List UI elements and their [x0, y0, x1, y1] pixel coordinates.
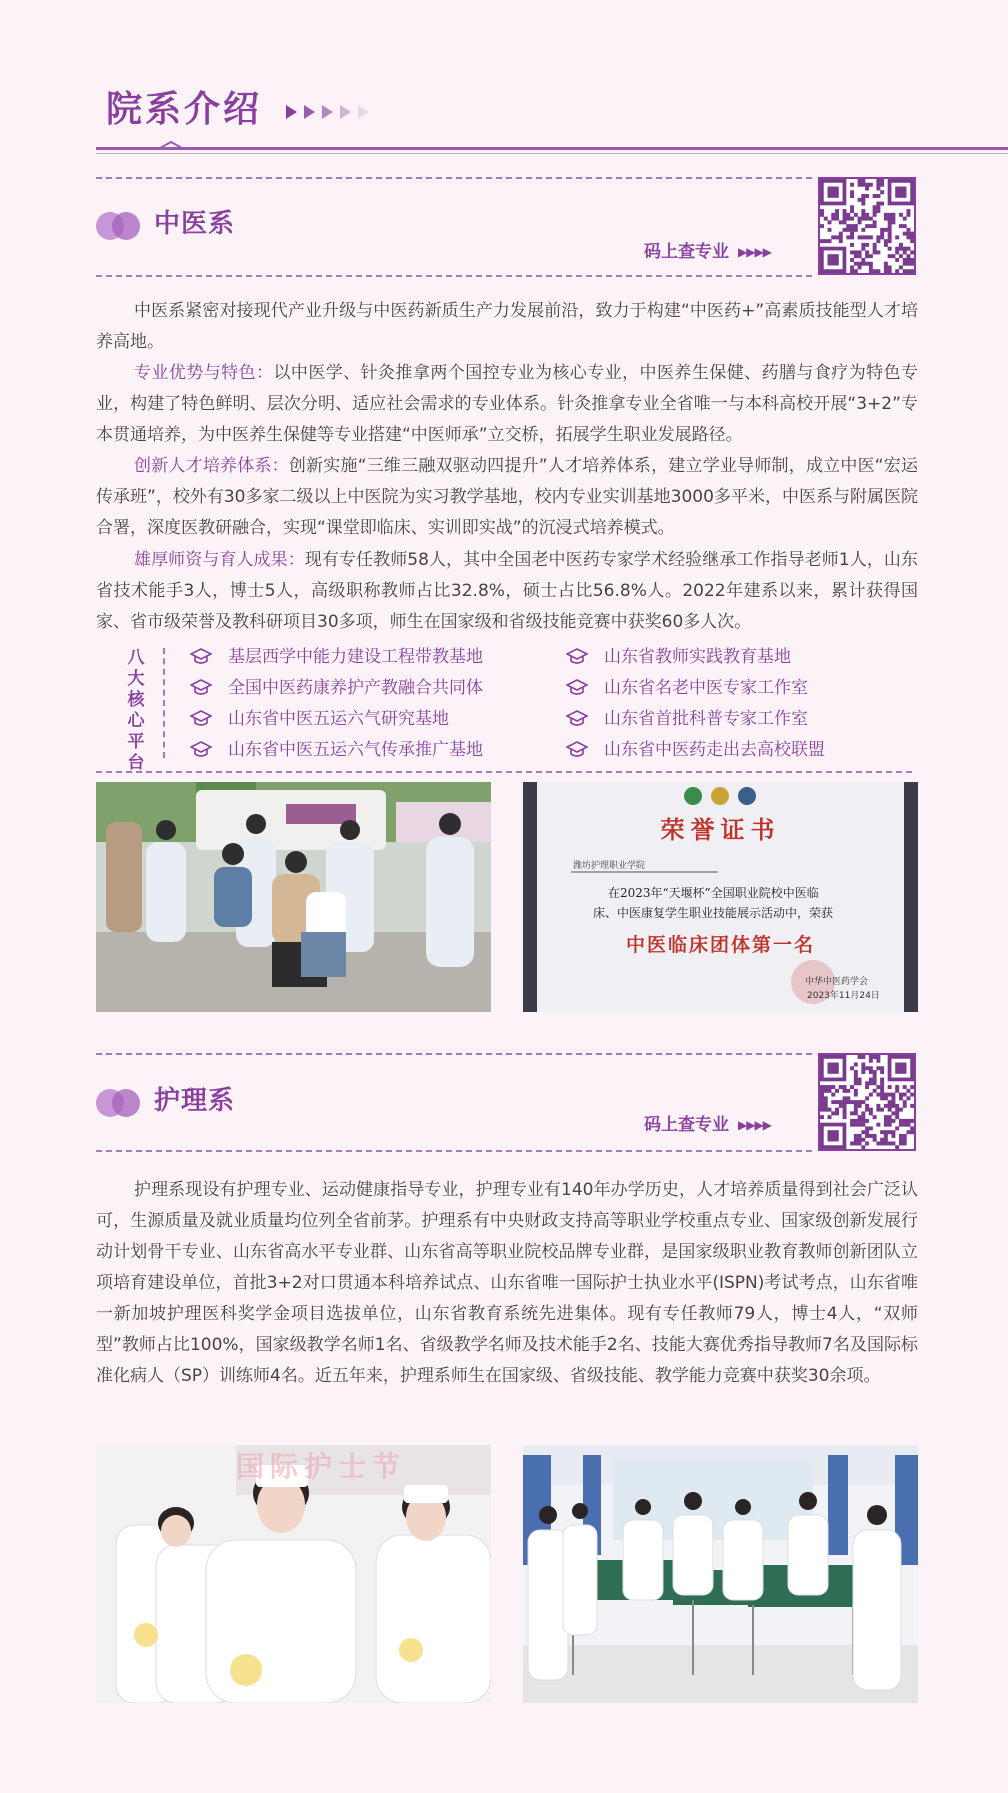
divider-top	[96, 1053, 812, 1055]
certificate-issuer: 中华中医药学会	[805, 977, 869, 987]
section-title-tcm: 中医系	[154, 209, 236, 239]
tcm-outdoor-photo	[96, 782, 491, 1012]
qr-code-nursing[interactable]	[818, 1053, 916, 1151]
title-arrows	[286, 104, 386, 120]
mortarboard-icon	[566, 648, 588, 666]
divider-top	[96, 177, 812, 179]
tcm-paragraph-1: 专业优势与特色：以中医学、针灸推拿两个国控专业为核心专业，中医养生保健、药膳与食疗为特色专业，构建了特色鲜明、层次分明、适应社会需求的专业体系。针灸推拿专业全省唯一与本科高校开展“3+2”专本贯通培养，为中医养生保健等专业搭建“中医师承”立交桥，拓展学生职业发展路径。	[96, 363, 919, 445]
certificate-line-2: 床、中医康复学生职业技能展示活动中，荣获	[593, 906, 834, 920]
divider-platforms	[96, 771, 912, 773]
page-title: 院系介绍	[106, 89, 263, 130]
qr-arrow-icon: ▶▶▶▶	[738, 245, 771, 259]
certificate-award: 中医临床团体第一名	[625, 934, 815, 956]
certificate-photo	[523, 782, 918, 1012]
mortarboard-icon	[566, 679, 588, 697]
qr-label-nursing: 码上查专业	[644, 1115, 729, 1135]
mortarboard-icon	[190, 710, 212, 728]
nursing-paragraph: 护理系现设有护理专业、运动健康指导专业，护理专业有140年办学历史，人才培养质量得到社会广泛认可，生源质量及就业质量均位列全省前茅。护理系有中央财政支持高等职业学校重点专业、国家级创新发展行动计划骨干专业、山东省高水平专业群、山东省高等职业院校品牌专业群，是国家级职业教育教师创新团队立项培育建设单位，首批3+2对口贯通本科培养试点、山东省唯一国际护士执业水平(ISPN)考试考点，山东省唯一新加坡护理医科奖学金项目选拔单位，山东省教育系统先进集体。现有专任教师79人，博士4人，“双师型”教师占比100%，国家级教学名师1名、省级教学名师及技术能手2名、技能大赛优秀指导教师7名及国际标准化病人（SP）训练师4名。近五年来，护理系师生在国家级、省级技能、教学能力竞赛中获奖30余项。	[96, 1180, 918, 1386]
tcm-paragraph-3: 雄厚师资与育人成果：现有专任教师58人，其中全国老中医药专家学术经验继承工作指导老师1人，山东省技术能手3人，博士5人，高级职称教师占比32.8%，硕士占比56.8%人。2022年建系以来，累计获得国家、省市级荣誉及教科研项目30多项，师生在国家级和省级技能竞赛中获奖60多人次。	[96, 550, 919, 632]
tcm-intro: 中医系紧密对接现代产业升级与中医药新质生产力发展前沿，致力于构建“中医药+”高素质技能型人才培养高地。	[96, 301, 918, 352]
divider-bottom	[96, 275, 812, 277]
qr-arrow-icon: ▶▶▶▶	[738, 1118, 771, 1132]
title-notch-icon	[160, 140, 182, 162]
mortarboard-icon	[566, 710, 588, 728]
section-dot-icon	[112, 1089, 140, 1117]
certificate-line-1: 在2023年“天堰杯”全国职业院校中医临	[608, 886, 819, 900]
nursing-lab-photo	[523, 1445, 918, 1703]
nurses-day-banner: 国际护士节	[236, 1450, 407, 1483]
title-underline	[96, 147, 1008, 150]
mortarboard-icon	[190, 741, 212, 759]
platform-divider	[163, 648, 165, 758]
mortarboard-icon	[566, 741, 588, 759]
section-dot-icon	[112, 212, 140, 240]
certificate-title: 荣誉证书	[660, 815, 781, 844]
nurses-candle-photo	[96, 1445, 491, 1703]
mortarboard-icon	[190, 679, 212, 697]
qr-label-tcm: 码上查专业	[644, 242, 729, 262]
platform-label: 八大核心平台	[127, 648, 145, 773]
divider-bottom	[96, 1150, 812, 1152]
tcm-paragraph-2: 创新人才培养体系：创新实施“三维三融双驱动四提升”人才培养体系，建立学业导师制，成立中医“宏运传承班”，校外有30多家二级以上中医院为实习教学基地，校内专业实训基地3000多平米，中医系与附属医院合署，深度医教研融合，实现“课堂即临床、实训即实战”的沉浸式培养模式。	[96, 456, 918, 538]
section-title-nursing: 护理系	[154, 1086, 236, 1116]
qr-code-tcm[interactable]	[818, 177, 916, 275]
mortarboard-icon	[190, 648, 212, 666]
certificate-date: 2023年11月24日	[807, 991, 880, 1001]
title-underline-thin	[96, 153, 1008, 154]
certificate-school: 潍坊护理职业学院	[573, 861, 646, 871]
